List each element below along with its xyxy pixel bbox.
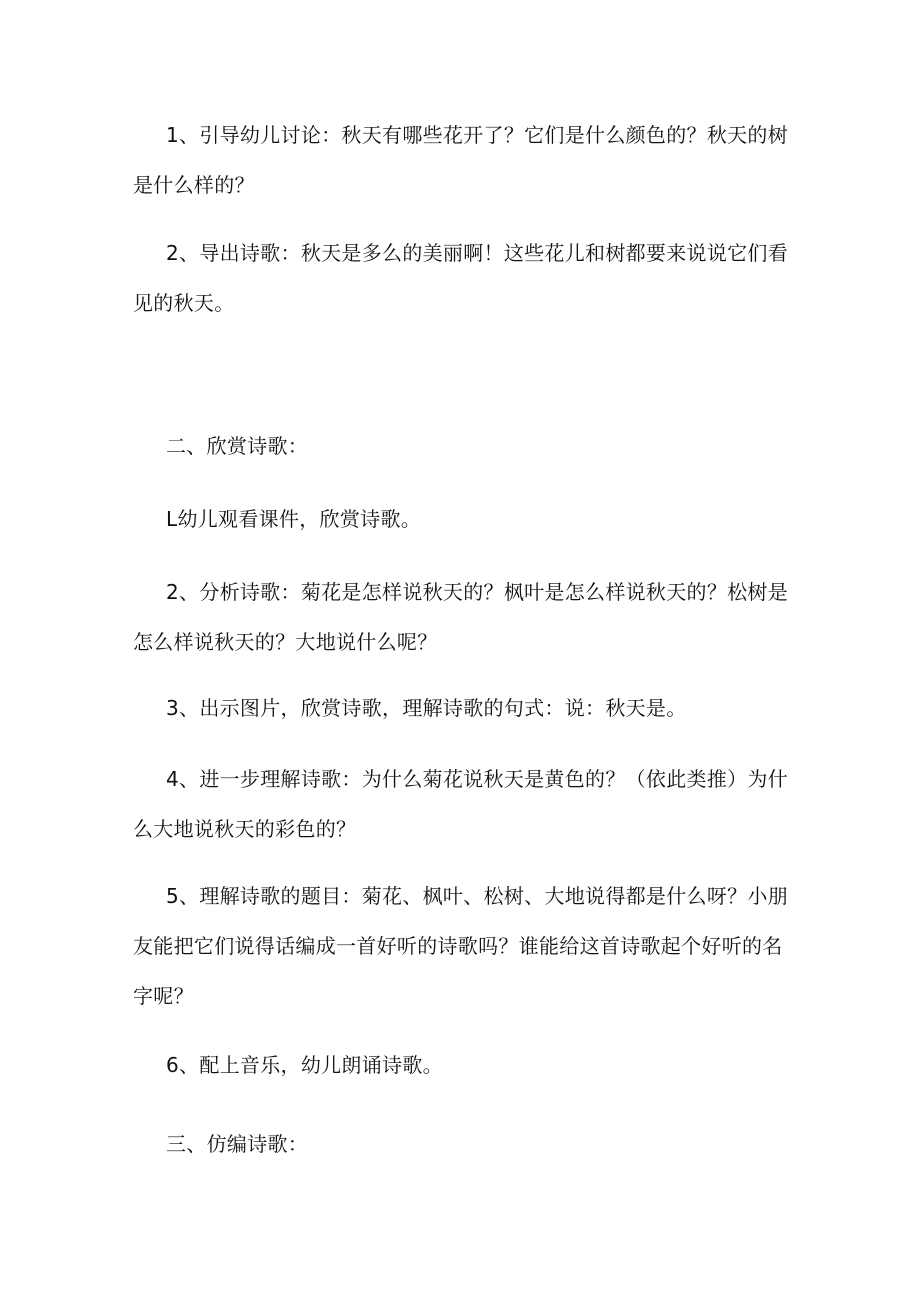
paragraph-introduce-poem: 2、导出诗歌：秋天是多么的美丽啊！这些花儿和树都要来说说它们看见的秋天。 [133,241,789,315]
section-heading-imitate-poem: 三、仿编诗歌： [166,1132,309,1156]
paragraph-show-pictures: 3、出示图片，欣赏诗歌，理解诗歌的句式：说：秋天是。 [166,696,687,720]
section-heading-appreciate-poem: 二、欣赏诗歌： [166,434,309,458]
paragraph-poem-title: 5、理解诗歌的题目：菊花、枫叶、松树、大地说得都是什么呀？小朋友能把它们说得话编成一首好听的诗歌吗？谁能给这首诗歌起个好听的名字呢？ [133,884,789,1008]
paragraph-music-recite: 6、配上音乐，幼儿朗诵诗歌。 [166,1053,443,1077]
paragraph-understand-poem: 4、进一步理解诗歌：为什么菊花说秋天是黄色的？（依此类推）为什么大地说秋天的彩色的？ [133,767,789,841]
paragraph-guide-discussion: 1、引导幼儿讨论：秋天有哪些花开了？它们是什么颜色的？秋天的树是什么样的？ [133,123,789,197]
paragraph-analyze-poem: 2、分析诗歌：菊花是怎样说秋天的？枫叶是怎么样说秋天的？松树是怎么样说秋天的？大地说什么呢？ [133,580,789,654]
paragraph-watch-courseware: L幼儿观看课件，欣赏诗歌。 [166,507,422,531]
